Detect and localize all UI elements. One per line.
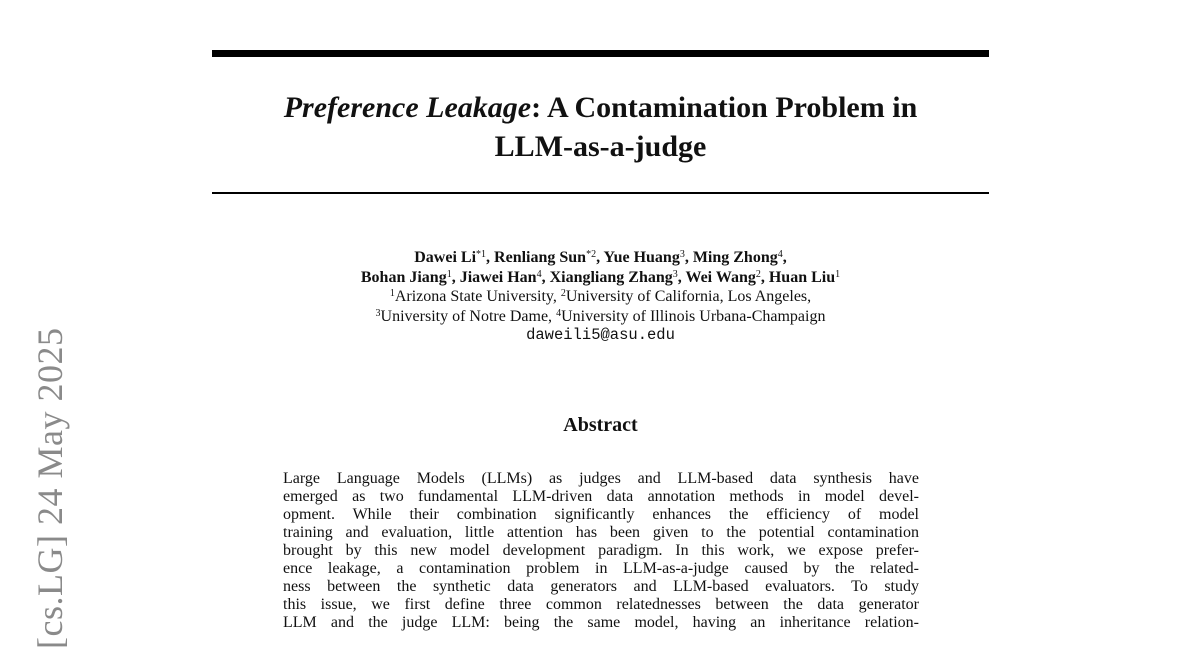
abstract-line: opment. While their combination significantly enhances the efficiency of model — [283, 506, 919, 523]
affiliation-line-2 — [212, 307, 989, 327]
arxiv-stamp — [28, 297, 76, 649]
affiliation-name: Arizona State University, — [394, 288, 561, 305]
author-affiliation-marker: *2 — [586, 249, 597, 260]
author-name: Jiawei Han — [459, 268, 537, 286]
affiliation-marker: 1 — [389, 288, 395, 299]
author-separator: , — [451, 268, 460, 286]
arxiv-stamp-text: [cs.LG] 24 May 2025 — [30, 327, 70, 649]
abstract-line: ence leakage, a contamination problem in LLM-as-a-judge caused by the related- — [283, 560, 919, 577]
author-affiliation-marker: 2 — [755, 268, 761, 280]
author-separator: , — [677, 268, 686, 286]
abstract-body — [283, 470, 919, 632]
paper-title — [212, 88, 989, 166]
title-bottom-rule — [212, 192, 989, 194]
author-affiliation-marker: *1 — [476, 249, 487, 260]
author-email: daweili5@asu.edu — [526, 326, 675, 344]
author-name: Renliang Sun — [494, 249, 587, 266]
abstract-line: training and evaluation, little attention has been given to the potential contamination — [283, 524, 919, 541]
author-affiliation-marker: 1 — [446, 268, 452, 280]
affiliation-marker: 4 — [556, 307, 562, 319]
affiliation-marker: 2 — [560, 288, 566, 299]
abstract-line: ness between the synthetic data generators and LLM-based evaluators. To study — [283, 578, 919, 595]
author-affiliation-marker: 4 — [777, 249, 783, 260]
author-affiliation-marker: 3 — [672, 268, 678, 280]
author-affiliation-marker: 3 — [679, 249, 685, 260]
author-separator: , — [760, 268, 769, 286]
author-affiliation-marker: 1 — [835, 268, 841, 280]
author-name: Yue Huang — [603, 249, 680, 266]
author-name: Bohan Jiang — [360, 268, 447, 286]
author-name: Xiangliang Zhang — [549, 268, 673, 286]
affiliation-name: University of California, Los Angeles, — [565, 288, 812, 305]
author-separator: , — [596, 249, 604, 266]
author-block — [212, 248, 989, 346]
affiliation-marker: 3 — [375, 307, 381, 319]
title-rest-line1: : A Contamination Problem in — [531, 91, 918, 124]
title-top-rule — [212, 50, 989, 57]
abstract-line: Large Language Models (LLMs) as judges and LLM-based data synthesis have — [283, 470, 919, 487]
title-line2: LLM-as-a-judge — [494, 130, 707, 163]
abstract-line: LLM and the judge LLM: being the same model, having an inheritance relation- — [283, 614, 919, 631]
author-name: Ming Zhong — [692, 249, 778, 266]
author-separator: , — [486, 249, 495, 266]
author-line-2 — [212, 268, 989, 288]
affiliation-line-1 — [212, 287, 989, 307]
abstract-line: emerged as two fundamental LLM-driven data annotation methods in model devel- — [283, 488, 919, 505]
abstract-line: brought by this new model development paradigm. In this work, we expose prefer- — [283, 542, 919, 559]
author-separator: , — [541, 268, 550, 286]
author-name: Huan Liu — [768, 268, 836, 286]
abstract-line: this issue, we first define three common relatednesses between the data generator — [283, 596, 919, 613]
affiliation-name: University of Notre Dame, — [380, 307, 557, 325]
author-affiliation-marker: 4 — [536, 268, 542, 280]
author-line-1 — [212, 248, 989, 268]
author-name: Dawei Li — [414, 249, 477, 266]
title-italic-part: Preference Leakage — [283, 91, 532, 124]
author-name: Wei Wang — [685, 268, 756, 286]
abstract-heading: Abstract — [563, 414, 638, 436]
affiliation-name: University of Illinois Urbana-Champaign — [561, 307, 826, 325]
author-separator: , — [782, 249, 787, 266]
author-separator: , — [684, 249, 693, 266]
